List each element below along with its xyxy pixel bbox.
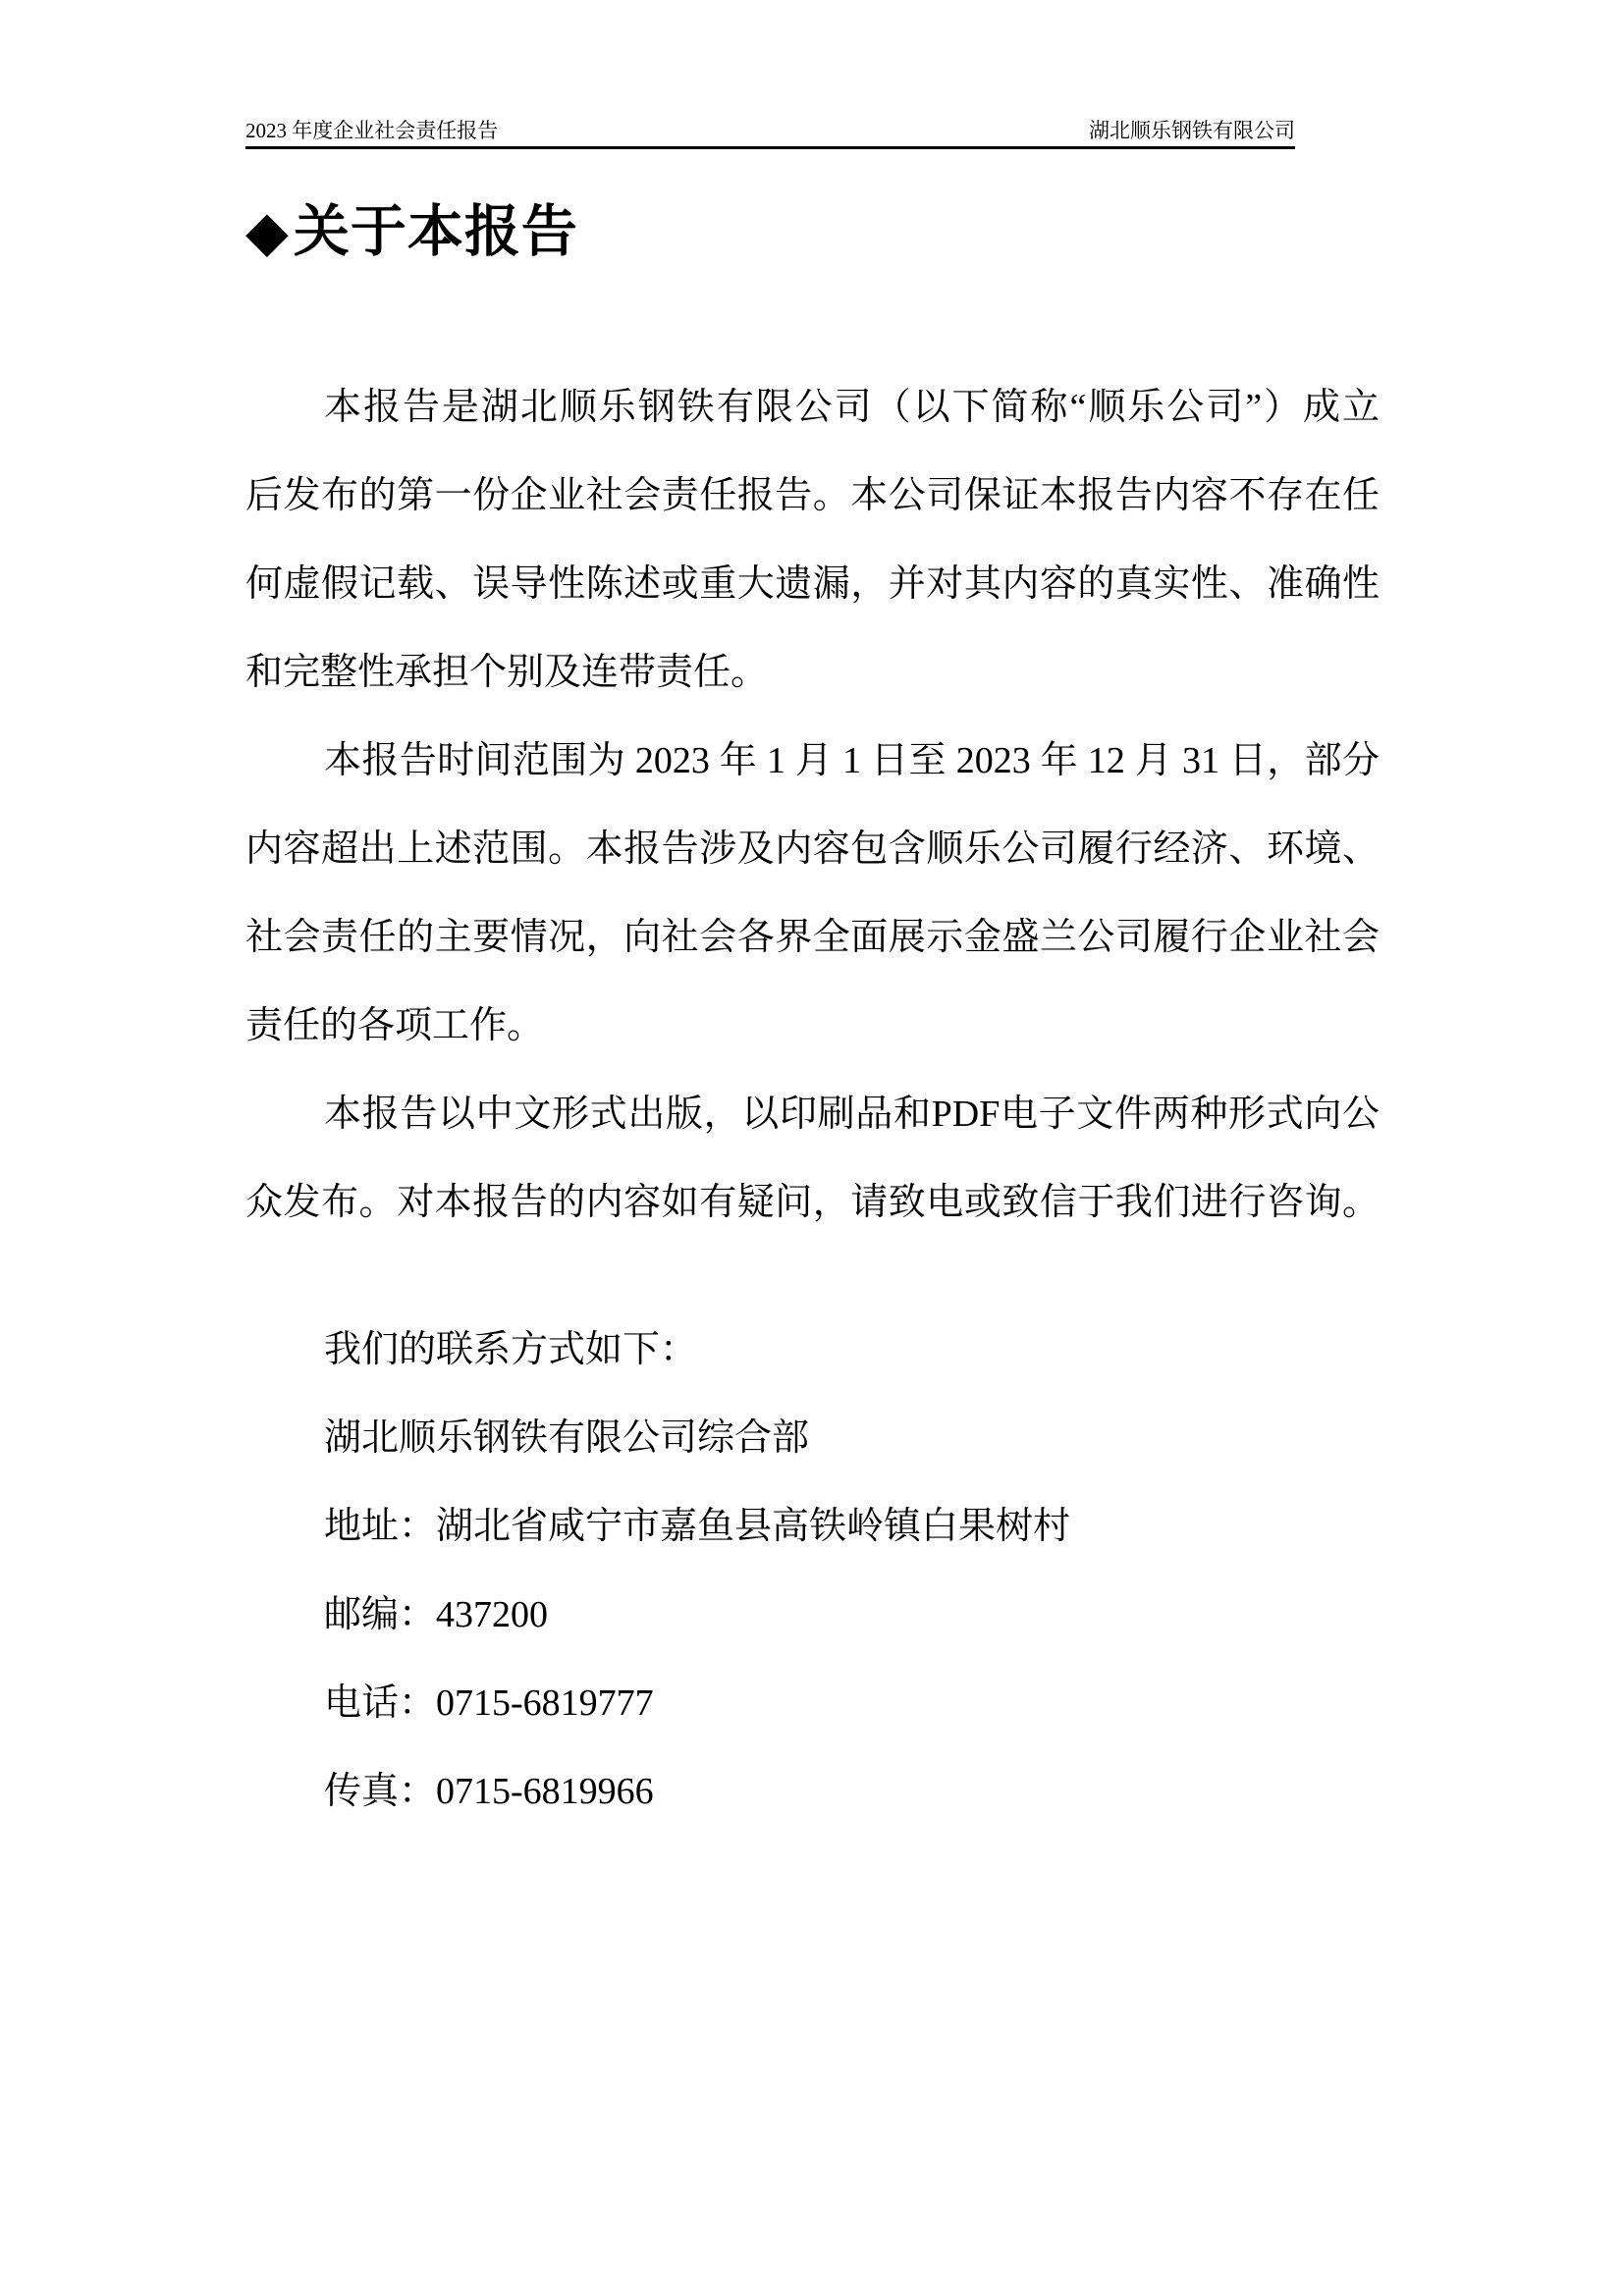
body-line: 何虚假记载、误导性陈述或重大遗漏，并对其内容的真实性、准确性 (245, 563, 1380, 605)
body-line: 社会责任的主要情况，向社会各界全面展示金盛兰公司履行企业社会 (245, 917, 1380, 958)
header-right-text: 湖北顺乐钢铁有限公司 (1089, 119, 1295, 142)
body-text-block (245, 363, 1380, 1836)
contact-intro-line: 我们的联系方式如下： (324, 1329, 698, 1370)
contact-postcode-line: 邮编：437200 (324, 1594, 549, 1635)
contact-fax-line: 传真：0715-6819966 (324, 1771, 654, 1812)
body-line: 责任的各项工作。 (245, 1005, 545, 1046)
body-line: 后发布的第一份企业社会责任报告。本公司保证本报告内容不存在任 (245, 475, 1380, 516)
body-line: 本报告时间范围为 2023 年 1 月 1 日至 2023 年 12 月 31 日，部分 (324, 740, 1380, 781)
page-header (245, 118, 1295, 149)
body-line: 内容超出上述范围。本报告涉及内容包含顺乐公司履行经济、环境、 (245, 828, 1380, 870)
header-left-text: 2023 年度企业社会责任报告 (245, 119, 499, 142)
body-line: 和完整性承担个别及连带责任。 (245, 652, 769, 693)
body-line: 众发布。对本报告的内容如有疑问，请致电或致信于我们进行咨询。 (245, 1182, 1380, 1223)
diamond-icon: ◆ (245, 201, 290, 263)
page-title-text: 关于本报告 (293, 201, 578, 263)
body-line: 本报告是湖北顺乐钢铁有限公司（以下简称“顺乐公司”）成立 (324, 387, 1380, 428)
page-title (245, 200, 578, 265)
contact-company-line: 湖北顺乐钢铁有限公司综合部 (324, 1417, 810, 1459)
contact-address-line: 地址：湖北省咸宁市嘉鱼县高铁岭镇白果树村 (324, 1506, 1071, 1547)
paragraph-gap (245, 1247, 1380, 1306)
contact-phone-line: 电话：0715-6819777 (324, 1682, 654, 1724)
body-line: 本报告以中文形式出版，以印刷品和PDF电子文件两种形式向公 (324, 1094, 1380, 1135)
